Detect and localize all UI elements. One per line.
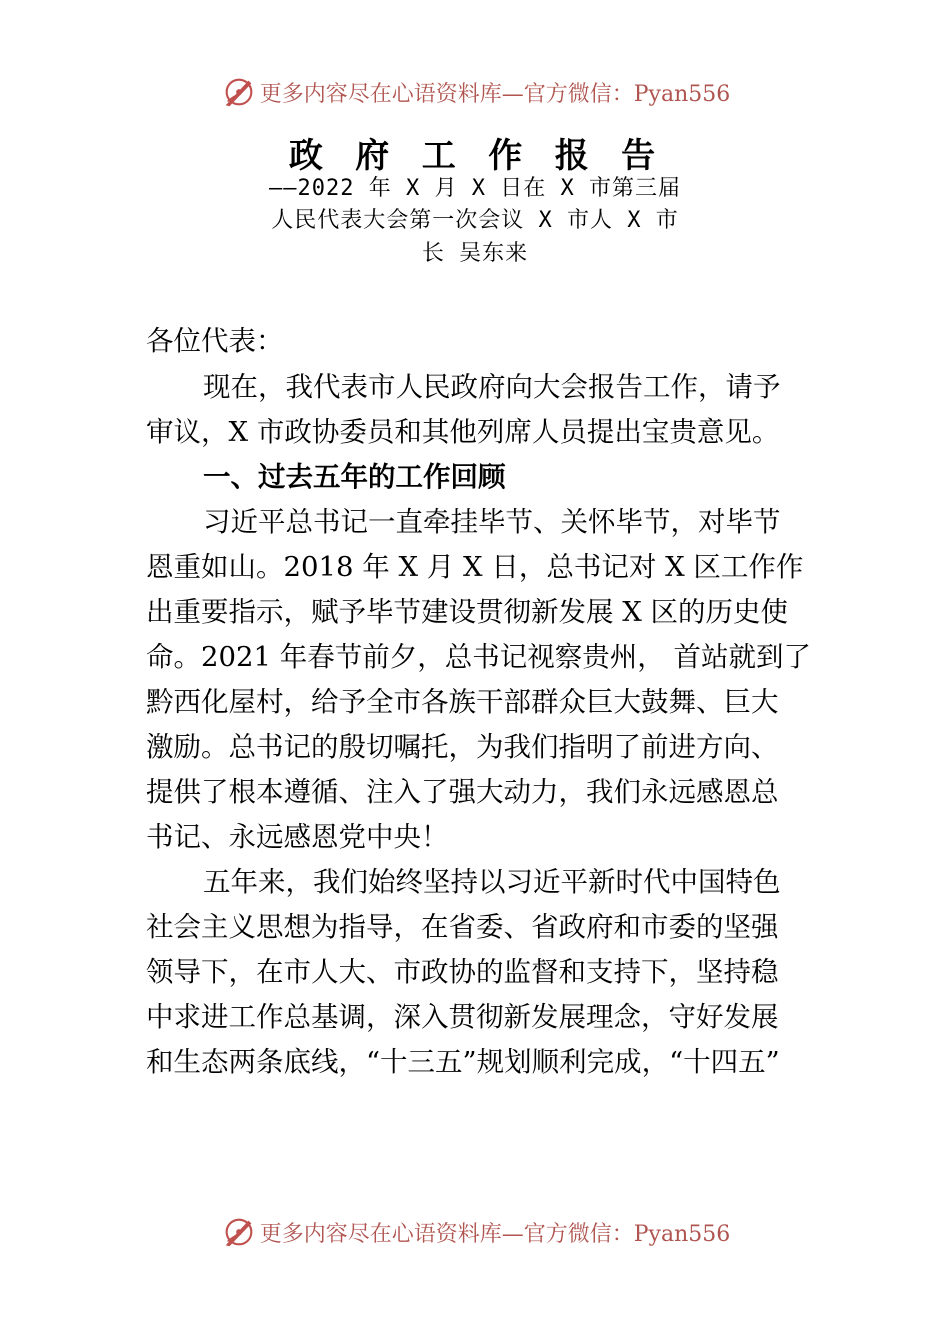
subtitle-line-1: ——2022 年 X 月 X 日在 X 市第三届 [269, 176, 681, 201]
paragraph-line: 和生态两条底线，“十三五”规划顺利完成，“十四五” [146, 1046, 780, 1078]
subtitle-line-3: 长 吴东来 [421, 241, 529, 266]
paragraph-line: 中求进工作总基调，深入贯彻新发展理念，守好发展 [146, 1001, 779, 1033]
paragraph-line: 领导下，在市人大、市政协的监督和支持下，坚持稳 [146, 956, 779, 988]
footer-banner [0, 1212, 950, 1252]
paragraph-line: 习近平总书记一直牵挂毕节、关怀毕节，对毕节 [203, 506, 781, 538]
paragraph-line: 五年来，我们始终坚持以习近平新时代中国特色 [203, 866, 781, 898]
paragraph-line: 恩重如山。2018 年 X 月 X 日，总书记对 X 区工作作 [146, 551, 804, 583]
header-banner [0, 72, 950, 112]
paragraph-line: 命。2021 年春节前夕，总书记视察贵州， 首站就到了 [146, 641, 811, 673]
salutation: 各位代表： [146, 325, 284, 357]
quill-logo-icon [220, 73, 258, 111]
paragraph-line: 社会主义思想为指导，在省委、省政府和市委的坚强 [146, 911, 779, 943]
section-heading: 一、过去五年的工作回顾 [203, 461, 506, 493]
document-title: 政 府 工 作 报 告 [288, 136, 662, 176]
paragraph-line: 审议，X 市政协委员和其他列席人员提出宝贵意见。 [146, 416, 780, 448]
banner-text: 更多内容尽在心语资料库—官方微信：Pyan556 [259, 81, 731, 107]
paragraph-line: 书记、永远感恩党中央！ [146, 821, 449, 853]
paragraph-line: 黔西化屋村，给予全市各族干部群众巨大鼓舞、巨大 [146, 686, 779, 718]
quill-logo-icon [220, 1213, 258, 1251]
subtitle-line-2: 人民代表大会第一次会议 X 市人 X 市 [271, 208, 679, 233]
paragraph-line: 激励。总书记的殷切嘱托，为我们指明了前进方向、 [146, 731, 779, 763]
paragraph-line: 现在，我代表市人民政府向大会报告工作，请予 [203, 371, 781, 403]
paragraph-line: 出重要指示，赋予毕节建设贯彻新发展 X 区的历史使 [146, 596, 789, 628]
banner-text: 更多内容尽在心语资料库—官方微信：Pyan556 [259, 1221, 731, 1247]
paragraph-line: 提供了根本遵循、注入了强大动力，我们永远感恩总 [146, 776, 779, 808]
